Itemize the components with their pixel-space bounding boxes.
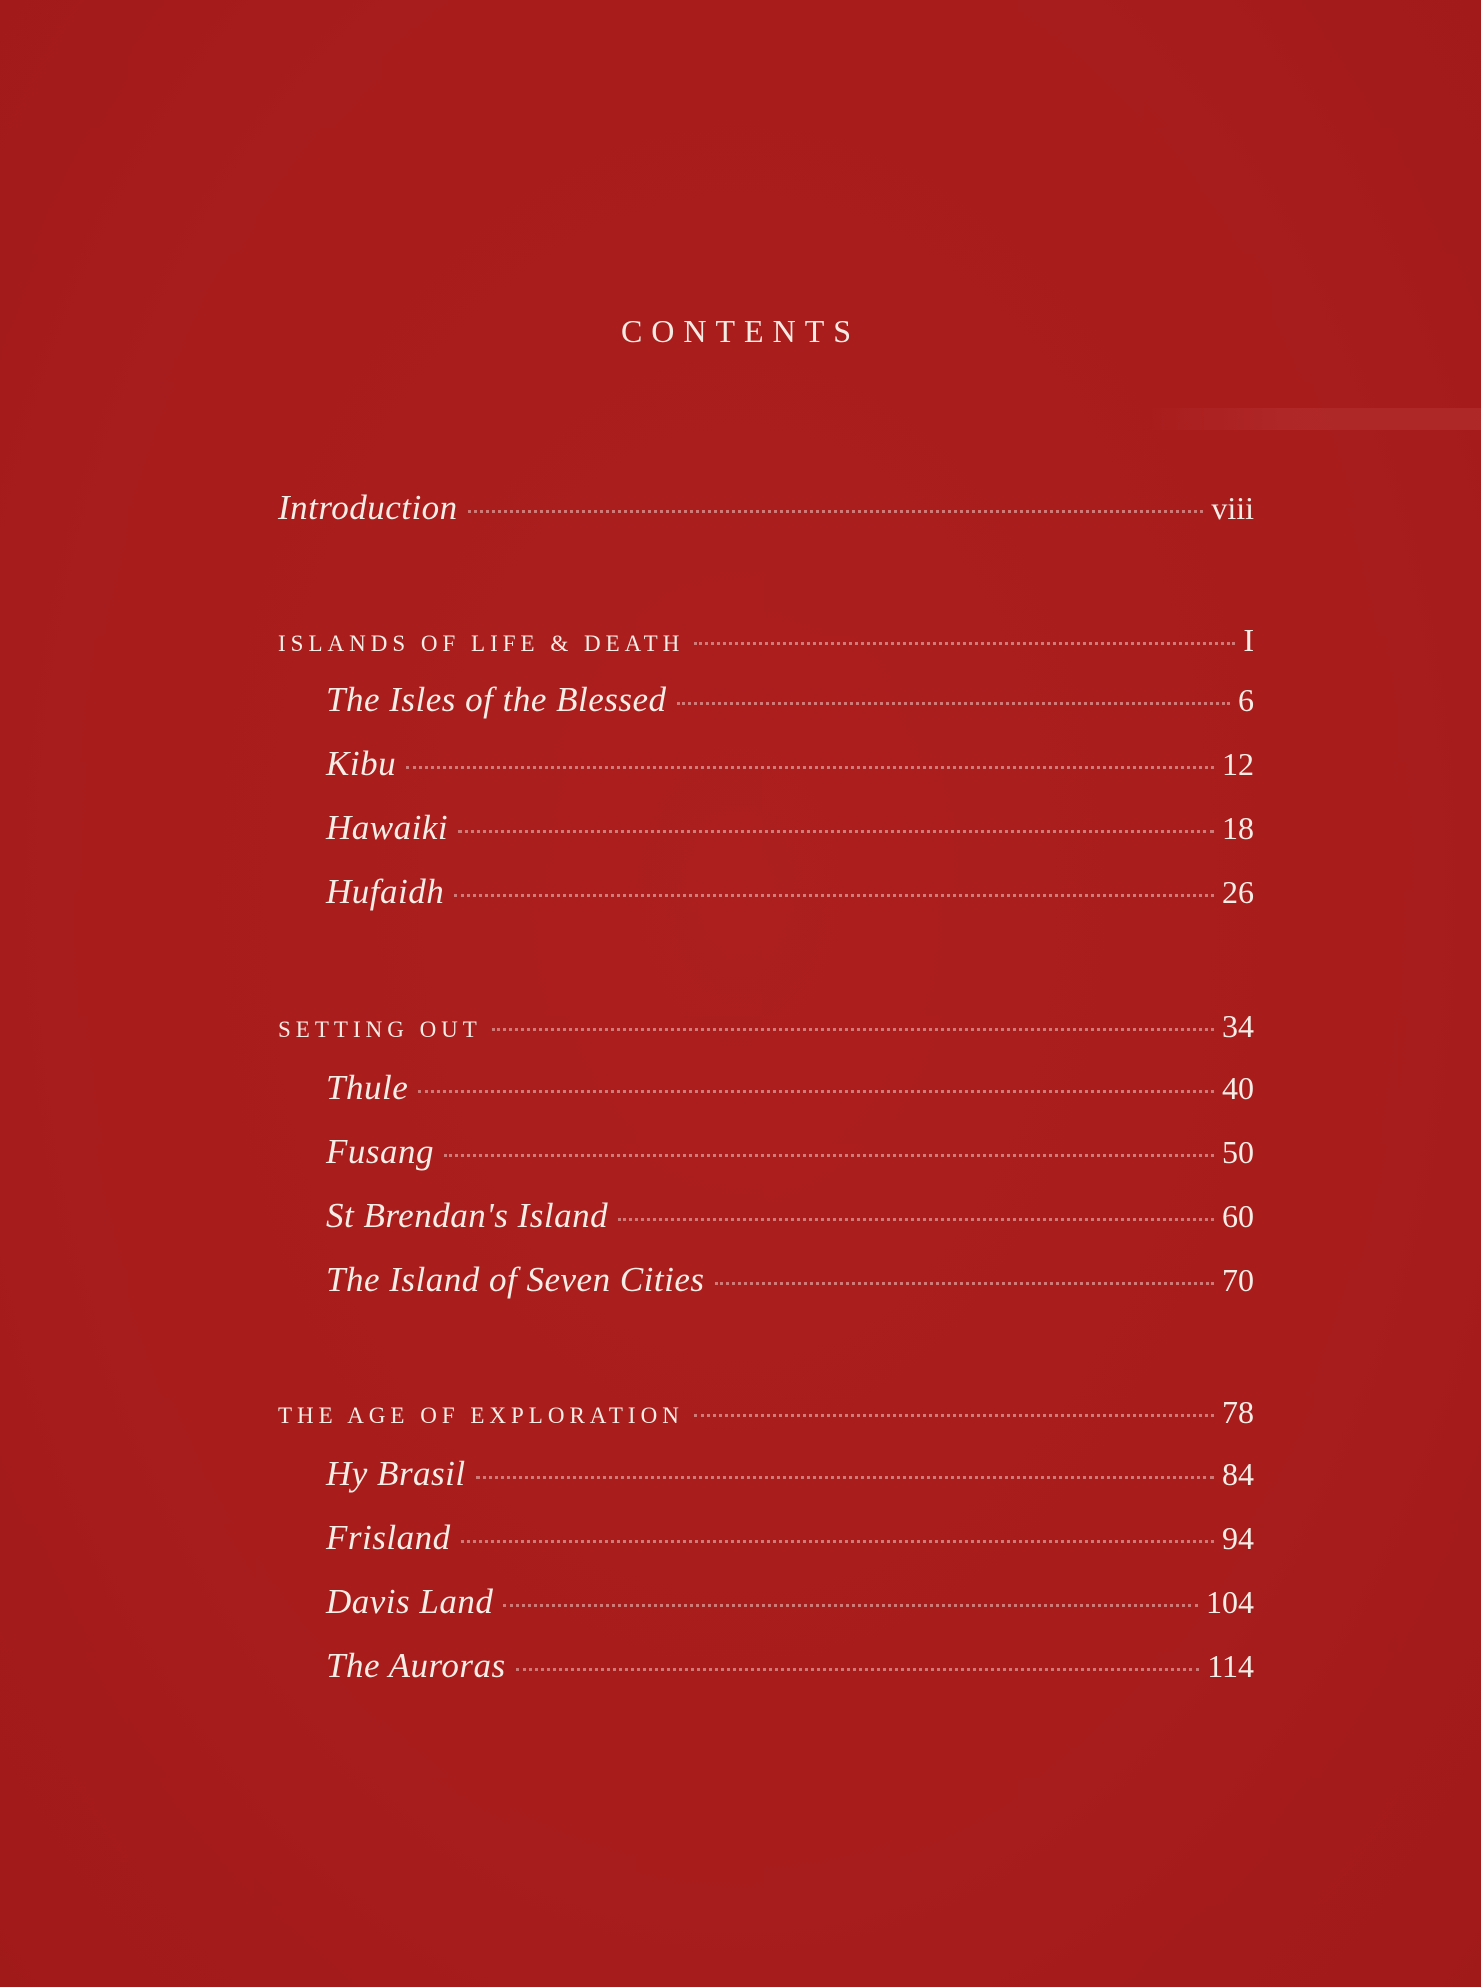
dot-leader	[618, 1218, 1214, 1221]
dot-leader	[694, 642, 1235, 645]
toc-entry-hufaidh[interactable]	[326, 872, 1254, 922]
toc-page-number: 114	[1207, 1648, 1254, 1684]
dot-leader	[444, 1154, 1214, 1157]
toc-entry-frisland[interactable]	[326, 1518, 1254, 1568]
toc-page-number: 70	[1222, 1262, 1254, 1298]
toc-entry-hawaiki[interactable]	[326, 808, 1254, 858]
toc-page-number: 18	[1222, 810, 1254, 846]
toc-page-number: 12	[1222, 746, 1254, 782]
toc-page-number: 94	[1222, 1520, 1254, 1556]
toc-page-number: 40	[1222, 1070, 1254, 1106]
dot-leader	[715, 1282, 1214, 1285]
toc-entry-label: Fusang	[326, 1132, 434, 1171]
dot-leader	[492, 1028, 1214, 1031]
toc-page-number: 104	[1206, 1584, 1254, 1620]
toc-entry-label: Kibu	[326, 744, 397, 783]
toc-entry-kibu[interactable]	[326, 744, 1254, 794]
toc-section-label: THE AGE OF EXPLORATION	[278, 1403, 684, 1428]
toc-entry-hy-brasil[interactable]	[326, 1454, 1254, 1504]
toc-entry-label: The Island of Seven Cities	[326, 1260, 705, 1299]
dot-leader	[677, 702, 1230, 705]
toc-section-label: SETTING OUT	[278, 1017, 482, 1042]
toc-page-number: 26	[1222, 874, 1254, 910]
dot-leader	[694, 1414, 1214, 1417]
dot-leader	[476, 1476, 1214, 1479]
dot-leader	[418, 1090, 1214, 1093]
toc-entry-label: St Brendan's Island	[326, 1196, 609, 1235]
toc-entry-label: Davis Land	[326, 1582, 494, 1621]
toc-section-label: ISLANDS OF LIFE & DEATH	[278, 631, 685, 656]
toc-entry-label: Frisland	[326, 1518, 451, 1557]
toc-section-age-of-exploration[interactable]	[278, 1394, 1254, 1444]
dot-leader	[468, 510, 1204, 513]
toc-entry-label: Hy Brasil	[326, 1454, 466, 1493]
contents-title: CONTENTS	[620, 313, 861, 349]
toc-entry-thule[interactable]	[326, 1068, 1254, 1118]
toc-entry-label: Hufaidh	[326, 872, 445, 911]
toc-entry-label: Hawaiki	[326, 808, 449, 847]
dot-leader	[454, 894, 1214, 897]
dot-leader	[503, 1604, 1198, 1607]
dot-leader	[461, 1540, 1214, 1543]
toc-entry-introduction[interactable]	[278, 488, 1254, 538]
toc-entry-davis-land[interactable]	[326, 1582, 1254, 1632]
dot-leader	[516, 1668, 1200, 1671]
toc-entry-label: The Isles of the Blessed	[326, 680, 667, 719]
toc-section-setting-out[interactable]	[278, 1008, 1254, 1058]
dot-leader	[458, 830, 1214, 833]
toc-section-islands-of-life-and-death[interactable]	[278, 622, 1254, 672]
toc-entry-label: Introduction	[278, 488, 458, 527]
page-edge-scuff	[1151, 408, 1481, 430]
toc-page-number: viii	[1211, 490, 1254, 526]
toc-entry-st-brendans-island[interactable]	[326, 1196, 1254, 1246]
toc-entry-label: The Auroras	[326, 1646, 506, 1685]
toc-entry-fusang[interactable]	[326, 1132, 1254, 1182]
toc-page-number: 78	[1222, 1394, 1254, 1430]
dot-leader	[406, 766, 1214, 769]
toc-entry-the-auroras[interactable]	[326, 1646, 1254, 1696]
toc-entry-island-of-seven-cities[interactable]	[326, 1260, 1254, 1310]
toc-page-number: 6	[1238, 682, 1254, 718]
toc-page-number: I	[1243, 622, 1254, 658]
toc-page-number: 60	[1222, 1198, 1254, 1234]
toc-page-number: 84	[1222, 1456, 1254, 1492]
toc-page-number: 34	[1222, 1008, 1254, 1044]
toc-entry-label: Thule	[326, 1068, 409, 1107]
toc-page-number: 50	[1222, 1134, 1254, 1170]
toc-entry-isles-of-the-blessed[interactable]	[326, 680, 1254, 730]
